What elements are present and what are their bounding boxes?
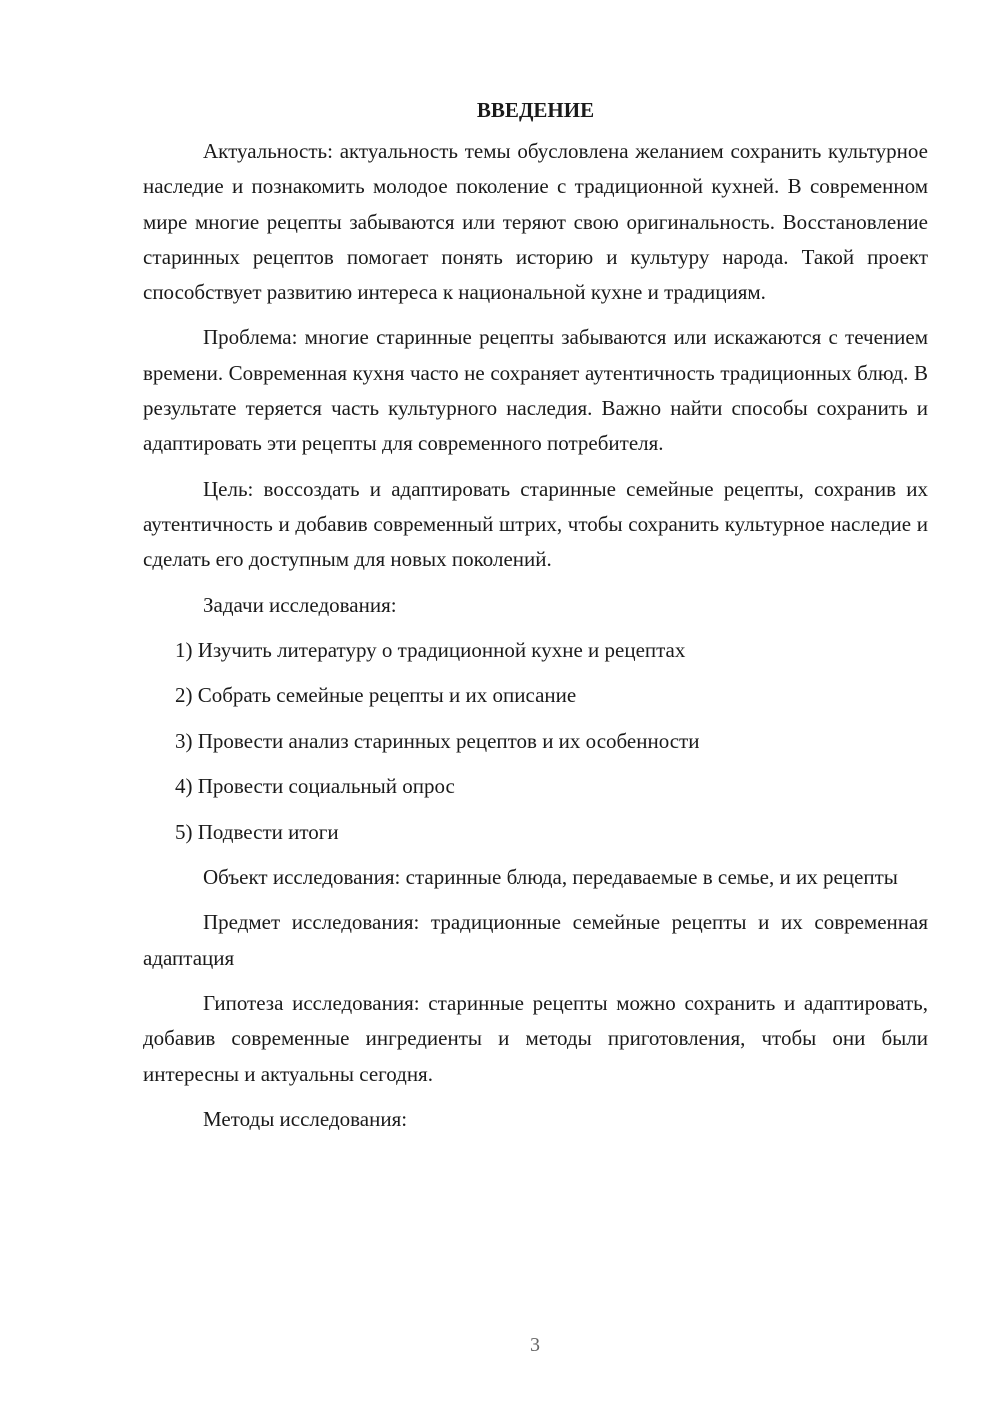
task-item: 4) Провести социальный опрос <box>175 774 455 799</box>
task-item: 5) Подвести итоги <box>175 819 339 844</box>
problem-paragraph: Проблема: многие старинные рецепты забываются или искажаются с течением времени. Современная кухня часто не сохраняет аутентичность традиционных блюд. В результате теряется часть культурного наследия. Важно найти способы сохранить и адаптировать эти рецепты для современного потребителя. <box>143 325 928 456</box>
page-number: 3 <box>530 1334 540 1356</box>
relevance-paragraph: Актуальность: актуальность темы обусловлена желанием сохранить культурное наследие и познакомить молодое поколение с традиционной кухней. В современном мире многие рецепты забываются или теряют свою оригинальность. Восстановление старинных рецептов помогает понять историю и культуру народа. Такой проект способствует развитию интереса к национальной кухне и традициям. <box>143 139 928 305</box>
task-item: 1) Изучить литературу о традиционной кухне и рецептах <box>175 637 686 662</box>
tasks-heading: Задачи исследования: <box>203 592 397 617</box>
document-title: ВВЕДЕНИЕ <box>476 98 595 122</box>
tasks-list <box>143 633 928 850</box>
object-paragraph: Объект исследования: старинные блюда, передаваемые в семье, и их рецепты <box>203 865 898 890</box>
methods-heading: Методы исследования: <box>203 1106 408 1131</box>
task-item: 2) Собрать семейные рецепты и их описание <box>175 683 577 708</box>
task-item: 3) Провести анализ старинных рецептов и их особенности <box>175 728 700 753</box>
document-page <box>143 96 928 1147</box>
goal-paragraph: Цель: воссоздать и адаптировать старинные семейные рецепты, сохранив их аутентичность и добавив современный штрих, чтобы сохранить культурное наследие и сделать его доступным для новых поколений. <box>143 476 928 572</box>
subject-paragraph: Предмет исследования: традиционные семейные рецепты и их современная адаптация <box>143 910 928 970</box>
hypothesis-paragraph: Гипотеза исследования: старинные рецепты можно сохранить и адаптировать, добавив современные ингредиенты и методы приготовления, чтобы они были интересны и актуальны сегодня. <box>143 990 928 1086</box>
